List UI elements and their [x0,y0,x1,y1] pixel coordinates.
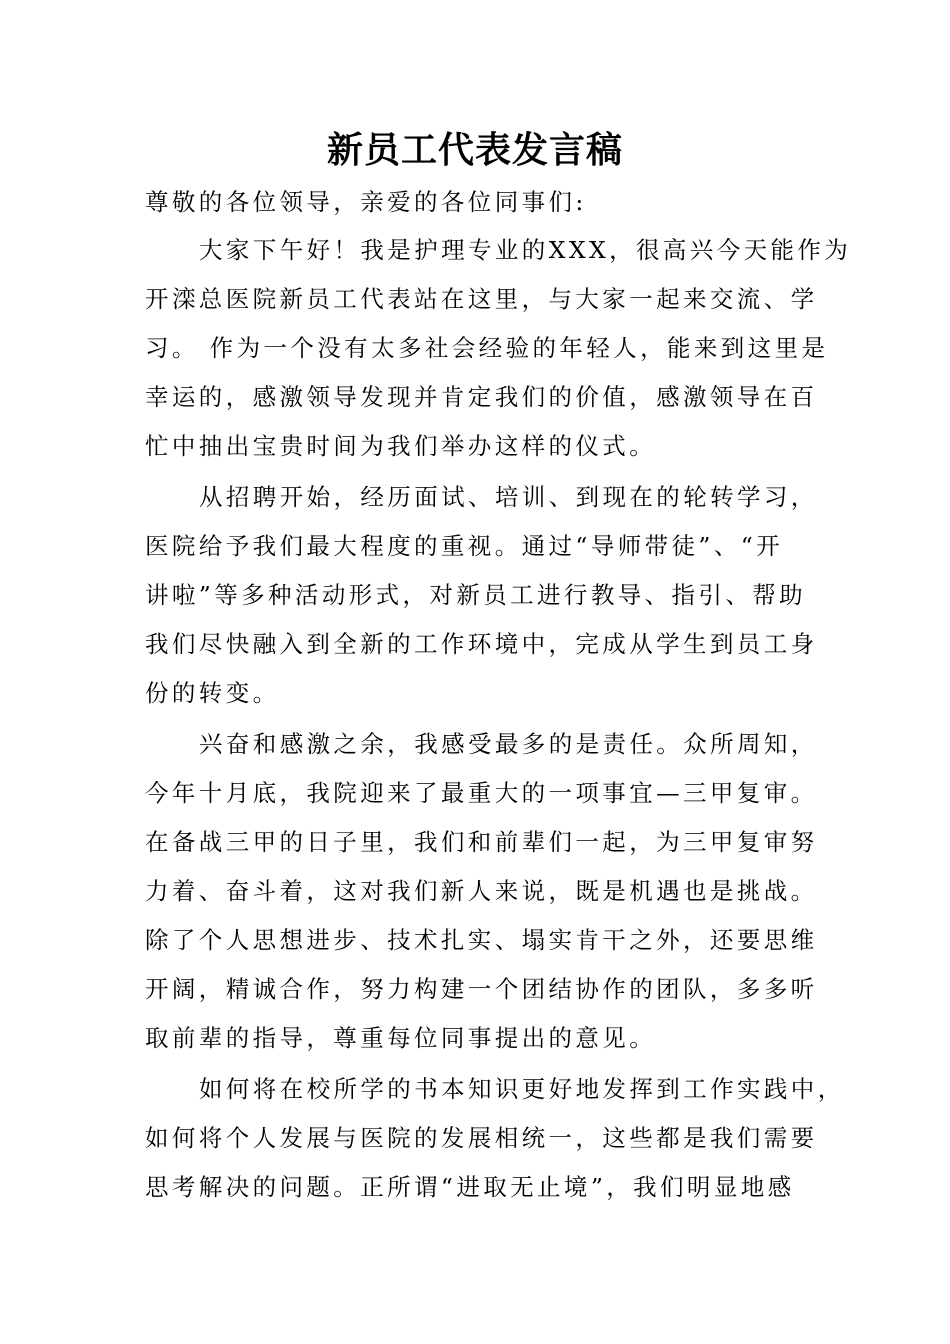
paragraph-1-line-5: 忙中抽出宝贵时间为我们举办这样的仪式。 [145,432,657,460]
paragraph-3-line-4: 力着、奋斗着，这对我们新人来说，既是机遇也是挑战。 [145,877,818,905]
paragraph-4-line-2: 如何将个人发展与医院的发展相统一，这些都是我们需要 [145,1124,818,1152]
paragraph-2-line-3: 讲啦”等多种活动形式，对新员工进行教导、指引、帮助 [145,581,807,609]
paragraph-1-line-3: 习。 作为一个没有太多社会经验的年轻人，能来到这里是 [145,334,829,362]
paragraph-1-line-2: 开滦总医院新员工代表站在这里，与大家一起来交流、学 [145,285,818,313]
paragraph-3-line-6: 开阔，精诚合作，努力构建一个团结协作的团队，多多听 [145,975,818,1003]
salutation-line: 尊敬的各位领导，亲爱的各位同事们: [145,188,587,216]
paragraph-3-line-2: 今年十月底，我院迎来了最重大的一项事宜—三甲复审。 [145,779,818,807]
paragraph-3-line-5: 除了个人思想进步、技术扎实、塌实肯干之外，还要思维 [145,926,818,954]
paragraph-2-line-1: 从招聘开始，经历面试、培训、到现在的轮转学习， [199,483,818,511]
paragraph-2-line-2: 医院给予我们最大程度的重视。通过“导师带徒”、“开 [145,532,784,560]
paragraph-4-line-1: 如何将在校所学的书本知识更好地发挥到工作实践中， [199,1075,845,1103]
paragraph-1-line-1: 大家下午好！我是护理专业的XXX，很高兴今天能作为 [199,236,852,264]
paragraph-4-line-3: 思考解决的问题。正所谓“进取无止境”，我们明显地感 [145,1173,795,1201]
paragraph-2-line-4: 我们尽快融入到全新的工作环境中，完成从学生到员工身 [145,630,818,658]
paragraph-2-line-5: 份的转变。 [145,679,280,707]
paragraph-3-line-7: 取前辈的指导，尊重每位同事提出的意见。 [145,1024,657,1052]
paragraph-3-line-3: 在备战三甲的日子里，我们和前辈们一起，为三甲复审努 [145,828,818,856]
document-title: 新员工代表发言稿 [326,129,623,171]
paragraph-1-line-4: 幸运的，感激领导发现并肯定我们的价值，感激领导在百 [145,383,818,411]
paragraph-3-line-1: 兴奋和感激之余，我感受最多的是责任。众所周知， [199,730,818,758]
